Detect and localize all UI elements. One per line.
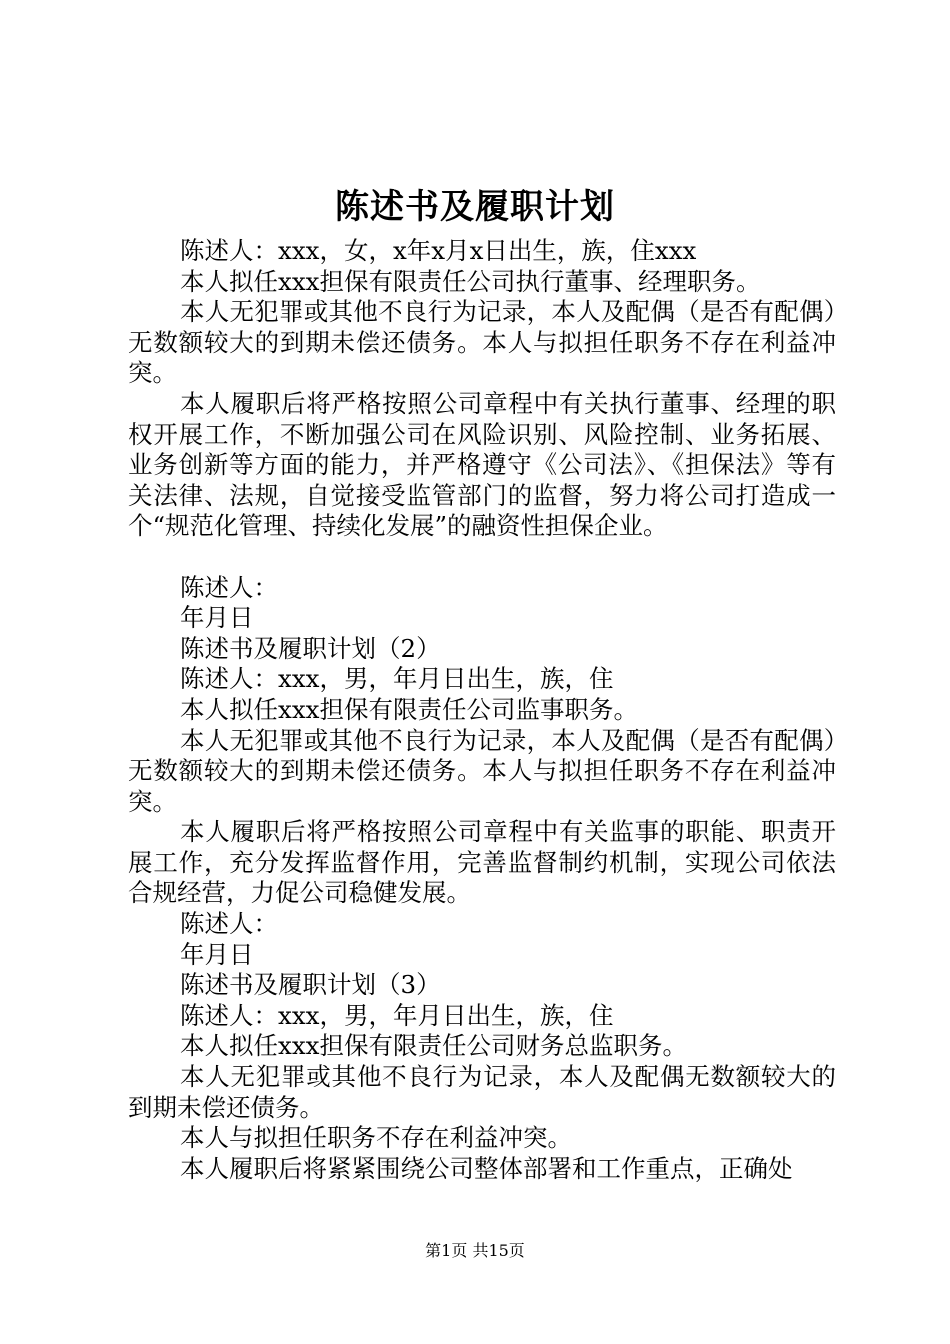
paragraph: 年月日 (180, 603, 254, 633)
paragraph: 本人拟任xxx担保有限责任公司执行董事、经理职务。 (180, 266, 761, 296)
blank-line (128, 542, 836, 573)
paragraph: 本人拟任xxx担保有限责任公司财务总监职务。 (180, 1031, 687, 1061)
paragraph: 本人无犯罪或其他不良行为记录，本人及配偶无数额较大的到期未偿还债务。 (128, 1062, 836, 1122)
paragraph: 本人履职后将严格按照公司章程中有关监事的职能、职责开展工作，充分发挥监督作用，完善监督制约机制，实现公司依法合规经营，力促公司稳健发展。 (128, 817, 836, 908)
paragraph: 本人拟任xxx担保有限责任公司监事职务。 (180, 694, 638, 724)
paragraph: 年月日 (180, 939, 254, 969)
paragraph: 本人无犯罪或其他不良行为记录，本人及配偶（是否有配偶）无数额较大的到期未偿还债务。本人与拟担任职务不存在利益冲突。 (128, 297, 836, 388)
paragraph: 陈述人： (180, 909, 278, 939)
paragraph: 陈述人：xxx，男，年月日出生，族，住 (180, 664, 614, 694)
section-heading: 陈述书及履职计划（3） (180, 970, 441, 1000)
document-title: 陈述书及履职计划 (335, 187, 615, 227)
paragraph: 陈述人：xxx，男，年月日出生，族，住 (180, 1000, 614, 1030)
paragraph: 本人履职后将严格按照公司章程中有关执行董事、经理的职权开展工作，不断加强公司在风险识别、风险控制、业务拓展、业务创新等方面的能力，并严格遵守《公司法》、《担保法》等有关法律、法规，自觉接受监管部门的监督，努力将公司打造成一个“规范化管理、持续化发展”的融资性担保企业。 (128, 388, 836, 541)
paragraph: 本人与拟担任职务不存在利益冲突。 (180, 1123, 572, 1153)
section-heading: 陈述书及履职计划（2） (180, 633, 441, 663)
paragraph: 本人无犯罪或其他不良行为记录，本人及配偶（是否有配偶）无数额较大的到期未偿还债务。本人与拟担任职务不存在利益冲突。 (128, 725, 836, 816)
paragraph: 陈述人： (180, 572, 278, 602)
paragraph: 本人履职后将紧紧围绕公司整体部署和工作重点，正确处 (180, 1153, 793, 1183)
page-footer: 第1页 共15页 (425, 1241, 525, 1260)
document-body (128, 236, 836, 1184)
paragraph: 陈述人：xxx，女，x年x月x日出生，族，住xxx (180, 236, 697, 265)
